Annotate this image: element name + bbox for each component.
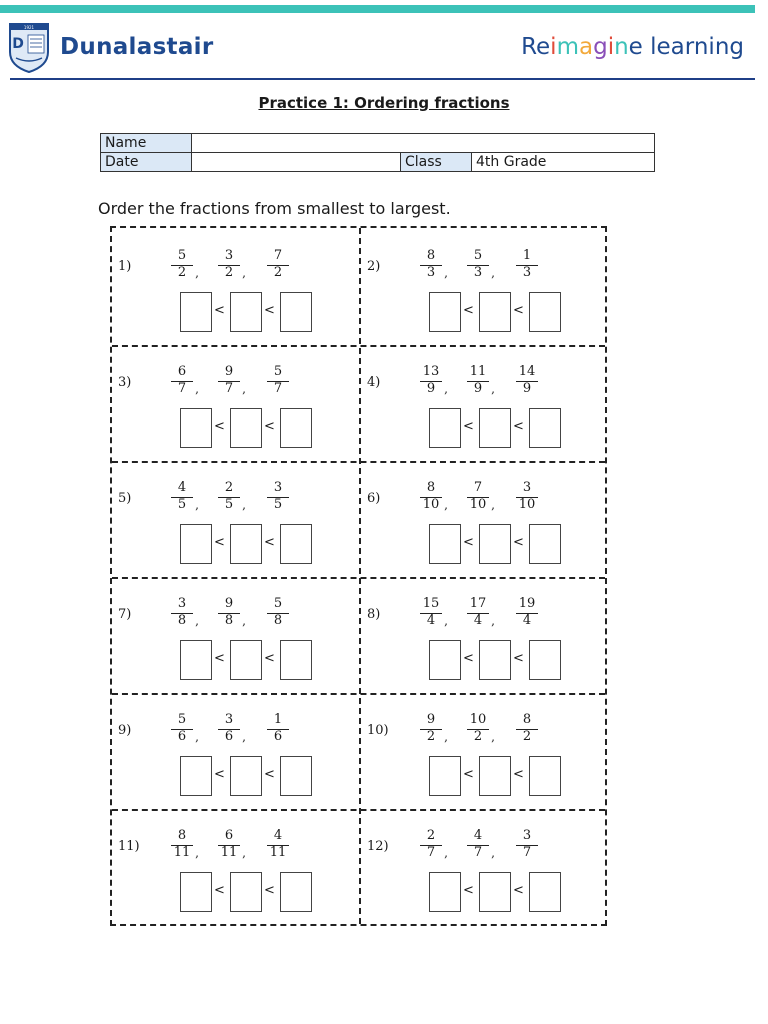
fraction-numerator: 1 xyxy=(522,248,532,263)
answer-box[interactable] xyxy=(180,408,212,448)
problem-number: 3) xyxy=(118,375,132,390)
problem-cell xyxy=(112,228,359,344)
problem-number: 4) xyxy=(367,375,381,390)
fraction: 3 8 , xyxy=(167,596,197,628)
fraction: 11 9 , xyxy=(463,364,493,396)
svg-text:D: D xyxy=(12,36,24,52)
fraction-denominator: 2 xyxy=(420,729,442,744)
fraction-numerator: 6 xyxy=(224,828,234,843)
fraction-denominator: 6 xyxy=(218,729,240,744)
answer-box[interactable] xyxy=(429,292,461,332)
fraction-numerator: 8 xyxy=(177,828,187,843)
fraction-numerator: 2 xyxy=(426,828,436,843)
fraction xyxy=(263,828,293,860)
fraction: 4 7 , xyxy=(463,828,493,860)
fraction-denominator: 10 xyxy=(516,497,538,512)
answer-box[interactable] xyxy=(479,872,511,912)
fraction-numerator: 4 xyxy=(473,828,483,843)
date-label: Date xyxy=(101,153,192,172)
answer-box[interactable] xyxy=(230,524,262,564)
fraction-numerator: 5 xyxy=(273,364,283,379)
less-than-symbol: < xyxy=(264,883,275,898)
fraction-denominator: 6 xyxy=(267,729,289,744)
fraction xyxy=(263,364,293,396)
fraction: 7 10 , xyxy=(463,480,493,512)
fraction-denominator: 8 xyxy=(267,613,289,628)
fraction xyxy=(263,248,293,280)
fraction-numerator: 4 xyxy=(273,828,283,843)
less-than-symbol: < xyxy=(463,303,474,318)
school-logo xyxy=(8,20,214,74)
fraction xyxy=(512,248,542,280)
name-field[interactable] xyxy=(192,134,655,153)
fraction xyxy=(263,596,293,628)
less-than-symbol: < xyxy=(513,651,524,666)
answer-box[interactable] xyxy=(429,408,461,448)
fraction-denominator: 7 xyxy=(171,381,193,396)
problem-cell xyxy=(112,344,359,460)
fraction-numerator: 15 xyxy=(422,596,440,611)
fraction-numerator: 1 xyxy=(273,712,283,727)
fraction: 3 6 , xyxy=(214,712,244,744)
fraction xyxy=(512,828,542,860)
fraction-denominator: 3 xyxy=(516,265,538,280)
fraction-numerator: 5 xyxy=(177,712,187,727)
fraction-denominator: 4 xyxy=(516,613,538,628)
fraction-denominator: 3 xyxy=(420,265,442,280)
fraction-list xyxy=(112,828,359,868)
fraction-denominator: 7 xyxy=(420,845,442,860)
fraction-denominator: 9 xyxy=(420,381,442,396)
answer-box[interactable] xyxy=(230,640,262,680)
fraction-list xyxy=(112,480,359,520)
fraction-denominator: 5 xyxy=(171,497,193,512)
fraction xyxy=(263,712,293,744)
top-accent-bar xyxy=(0,5,755,13)
fraction-denominator: 9 xyxy=(516,381,538,396)
fraction-numerator: 5 xyxy=(473,248,483,263)
fraction: 8 10 , xyxy=(416,480,446,512)
fraction-numerator: 9 xyxy=(224,364,234,379)
problem-number: 12) xyxy=(367,839,389,854)
answer-box[interactable] xyxy=(230,292,262,332)
fraction-numerator: 8 xyxy=(426,480,436,495)
student-info-table xyxy=(100,133,655,172)
answer-box[interactable] xyxy=(180,872,212,912)
fraction-numerator: 3 xyxy=(224,248,234,263)
fraction-list xyxy=(112,712,359,752)
fraction-numerator: 3 xyxy=(522,480,532,495)
answer-box[interactable] xyxy=(280,408,312,448)
answer-box[interactable] xyxy=(180,756,212,796)
problem-cell xyxy=(361,344,608,460)
fraction: 13 9 , xyxy=(416,364,446,396)
fraction-numerator: 19 xyxy=(518,596,536,611)
problem-cell xyxy=(112,808,359,924)
answer-box[interactable] xyxy=(479,524,511,564)
fraction-denominator: 8 xyxy=(171,613,193,628)
answer-box[interactable] xyxy=(479,408,511,448)
less-than-symbol: < xyxy=(214,419,225,434)
fraction-denominator: 2 xyxy=(267,265,289,280)
fraction-denominator: 11 xyxy=(218,845,240,860)
name-label: Name xyxy=(101,134,192,153)
fraction-denominator: 11 xyxy=(171,845,193,860)
brand-name: Dunalastair xyxy=(60,34,214,60)
fraction-numerator: 9 xyxy=(426,712,436,727)
fraction xyxy=(512,712,542,744)
problem-number: 11) xyxy=(118,839,140,854)
fraction-denominator: 10 xyxy=(420,497,442,512)
less-than-symbol: < xyxy=(264,419,275,434)
date-field[interactable] xyxy=(192,153,401,172)
fraction: 2 7 , xyxy=(416,828,446,860)
answer-box[interactable] xyxy=(180,640,212,680)
problem-cell xyxy=(361,692,608,808)
fraction-denominator: 11 xyxy=(267,845,289,860)
problem-number: 10) xyxy=(367,723,389,738)
fraction-list xyxy=(112,596,359,636)
class-label: Class xyxy=(401,153,472,172)
fraction-list xyxy=(112,248,359,288)
fraction-denominator: 7 xyxy=(467,845,489,860)
fraction-numerator: 9 xyxy=(224,596,234,611)
less-than-symbol: < xyxy=(463,651,474,666)
fraction-numerator: 13 xyxy=(422,364,440,379)
fraction: 8 3 , xyxy=(416,248,446,280)
fraction-denominator: 2 xyxy=(171,265,193,280)
answer-box[interactable] xyxy=(529,292,561,332)
fraction: 6 11 , xyxy=(214,828,244,860)
less-than-symbol: < xyxy=(214,303,225,318)
problem-cell xyxy=(361,460,608,576)
fraction: 4 5 , xyxy=(167,480,197,512)
answer-box[interactable] xyxy=(529,756,561,796)
fraction-denominator: 5 xyxy=(218,497,240,512)
fraction: 6 7 , xyxy=(167,364,197,396)
less-than-symbol: < xyxy=(264,651,275,666)
fraction: 15 4 , xyxy=(416,596,446,628)
fraction-denominator: 8 xyxy=(218,613,240,628)
problem-cell xyxy=(361,576,608,692)
fraction xyxy=(512,480,542,512)
problem-number: 8) xyxy=(367,607,381,622)
fraction-denominator: 3 xyxy=(467,265,489,280)
answer-box[interactable] xyxy=(230,408,262,448)
problem-number: 5) xyxy=(118,491,132,506)
answer-box[interactable] xyxy=(529,640,561,680)
answer-box[interactable] xyxy=(479,756,511,796)
fraction: 9 8 , xyxy=(214,596,244,628)
fraction: 17 4 , xyxy=(463,596,493,628)
fraction-denominator: 7 xyxy=(267,381,289,396)
problem-number: 1) xyxy=(118,259,132,274)
fraction: 3 2 , xyxy=(214,248,244,280)
fraction xyxy=(512,596,542,628)
answer-box[interactable] xyxy=(180,524,212,564)
fraction-denominator: 9 xyxy=(467,381,489,396)
fraction-numerator: 6 xyxy=(177,364,187,379)
fraction-denominator: 10 xyxy=(467,497,489,512)
fraction: 5 3 , xyxy=(463,248,493,280)
problem-cell xyxy=(361,808,608,924)
fraction-denominator: 6 xyxy=(171,729,193,744)
answer-box[interactable] xyxy=(230,872,262,912)
answer-box[interactable] xyxy=(280,756,312,796)
fraction-list xyxy=(361,248,608,288)
fraction-denominator: 7 xyxy=(516,845,538,860)
fraction: 2 5 , xyxy=(214,480,244,512)
fraction-list xyxy=(361,364,608,404)
fraction: 9 2 , xyxy=(416,712,446,744)
answer-box[interactable] xyxy=(280,640,312,680)
fraction-list xyxy=(361,828,608,868)
fraction-list xyxy=(361,712,608,752)
fraction: 5 2 , xyxy=(167,248,197,280)
fraction-numerator: 7 xyxy=(273,248,283,263)
less-than-symbol: < xyxy=(264,535,275,550)
fraction-numerator: 10 xyxy=(469,712,487,727)
fraction: 9 7 , xyxy=(214,364,244,396)
fraction-numerator: 14 xyxy=(518,364,536,379)
less-than-symbol: < xyxy=(214,535,225,550)
fraction: 10 2 , xyxy=(463,712,493,744)
header-divider xyxy=(10,78,755,80)
less-than-symbol: < xyxy=(513,419,524,434)
less-than-symbol: < xyxy=(513,535,524,550)
fraction-numerator: 3 xyxy=(522,828,532,843)
fraction-numerator: 3 xyxy=(177,596,187,611)
answer-box[interactable] xyxy=(280,872,312,912)
fraction-list xyxy=(361,480,608,520)
less-than-symbol: < xyxy=(463,767,474,782)
svg-text:1921: 1921 xyxy=(23,25,35,30)
fraction xyxy=(512,364,542,396)
answer-box[interactable] xyxy=(529,408,561,448)
page-title: Practice 1: Ordering fractions xyxy=(258,94,510,112)
less-than-symbol: < xyxy=(513,883,524,898)
fraction-numerator: 5 xyxy=(177,248,187,263)
answer-box[interactable] xyxy=(280,524,312,564)
answer-box[interactable] xyxy=(479,640,511,680)
answer-box[interactable] xyxy=(529,872,561,912)
answer-box[interactable] xyxy=(429,872,461,912)
fraction-list xyxy=(112,364,359,404)
fraction-numerator: 8 xyxy=(426,248,436,263)
fraction-denominator: 2 xyxy=(516,729,538,744)
fraction-denominator: 2 xyxy=(467,729,489,744)
less-than-symbol: < xyxy=(264,303,275,318)
fraction-denominator: 4 xyxy=(420,613,442,628)
problem-number: 2) xyxy=(367,259,381,274)
exercise-grid xyxy=(110,226,607,926)
answer-box[interactable] xyxy=(280,292,312,332)
less-than-symbol: < xyxy=(513,767,524,782)
fraction: 5 6 , xyxy=(167,712,197,744)
less-than-symbol: < xyxy=(214,767,225,782)
problem-number: 9) xyxy=(118,723,132,738)
answer-box[interactable] xyxy=(180,292,212,332)
fraction-numerator: 17 xyxy=(469,596,487,611)
answer-box[interactable] xyxy=(230,756,262,796)
fraction-numerator: 3 xyxy=(224,712,234,727)
crest-icon xyxy=(8,20,50,74)
less-than-symbol: < xyxy=(214,883,225,898)
problem-cell xyxy=(112,460,359,576)
fraction-numerator: 4 xyxy=(177,480,187,495)
problem-number: 6) xyxy=(367,491,381,506)
less-than-symbol: < xyxy=(463,883,474,898)
fraction-numerator: 5 xyxy=(273,596,283,611)
fraction-numerator: 11 xyxy=(469,364,487,379)
less-than-symbol: < xyxy=(214,651,225,666)
less-than-symbol: < xyxy=(463,419,474,434)
fraction-denominator: 4 xyxy=(467,613,489,628)
tagline: Reimagine learning xyxy=(521,34,744,60)
class-value: 4th Grade xyxy=(472,153,655,172)
fraction-denominator: 5 xyxy=(267,497,289,512)
problem-cell xyxy=(361,228,608,344)
fraction-denominator: 7 xyxy=(218,381,240,396)
fraction-list xyxy=(361,596,608,636)
fraction-numerator: 3 xyxy=(273,480,283,495)
instruction-text: Order the fractions from smallest to largest. xyxy=(98,199,451,218)
problem-cell xyxy=(112,576,359,692)
fraction xyxy=(263,480,293,512)
fraction-numerator: 8 xyxy=(522,712,532,727)
answer-box[interactable] xyxy=(429,524,461,564)
less-than-symbol: < xyxy=(264,767,275,782)
less-than-symbol: < xyxy=(513,303,524,318)
less-than-symbol: < xyxy=(463,535,474,550)
answer-box[interactable] xyxy=(429,756,461,796)
answer-box[interactable] xyxy=(429,640,461,680)
answer-box[interactable] xyxy=(479,292,511,332)
fraction-numerator: 2 xyxy=(224,480,234,495)
fraction-denominator: 2 xyxy=(218,265,240,280)
problem-cell xyxy=(112,692,359,808)
problem-number: 7) xyxy=(118,607,132,622)
fraction-numerator: 7 xyxy=(473,480,483,495)
fraction: 8 11 , xyxy=(167,828,197,860)
answer-box[interactable] xyxy=(529,524,561,564)
